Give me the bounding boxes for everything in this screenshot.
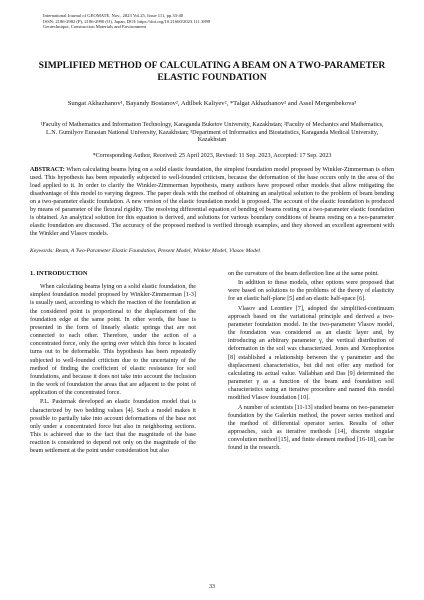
paragraph: Vlasov and Leontiev [7], adopted the simplified-continuum approach based on the variational principle and derived a two-parameter foundation model. In the two-parameter Vlasov model, the foundation was considered as an elastic layer and, by introducing an arbitrary parameter γ, the vertical distribution of deformation in the soil was characterized. Jones and Xenophontos [8] established a relationship between the γ parameter and the displacement characteristics, but did not offer any method for calculating its actual value. Vallabhan and Das [9] determined the parameter γ as a function of the beam and foundation soil characteristics using an iterative procedure and named this model modified Vlasov foundation [10]. [228,305,394,402]
paragraph: on the curvature of the beam deflection line at the same point. [228,271,379,277]
journal-issn-doi: ISSN: 2186-2982 (P), 2186-2990 (O), Japan, DOI: https://doi.org/10.21660/2023.111.3898 [43,18,211,24]
paragraph: P.L. Pasternak developed an elastic foundation model that is characterized by two bedding values [4]. Such a model makes it possible to partially take into account deformations of the base not only under a concentrated force but also in neighboring sections. This is achieved due to the fact that the magnitude of the base reaction is considered to depend not only on the magnitude of the beam settlement at the point under consideration but also [30,399,196,455]
abstract-text: When calculating beams lying on a solid elastic foundation, the simplest foundation model proposed by Winkler-Zimmerman is often used. This hypothesis has been repeatedly subjected to well-founded criticism, because the deformation of the base occurs only in the area of the load applied to it. In order to clarify the Winkler-Zimmerman hypothesis, many authors have proposed other models that allow mitigating the disadvantage of this model to varying degrees. The paper deals with the method of obtaining an analytical solution to the problem of beam bending on a two-parameter elastic foundation. A new version of the elastic foundation model is proposed. The account of the elastic foundation is produced by means of parameter of the flexural rigidity. The resolving differential equation of bending of beams resting on a two-parameter elastic foundation is obtained. An analytical solution for this equation is derived, and solutions for various boundary conditions of beams resting on a two-parameter elastic foundation are discussed. The accuracy of the proposed method is verified through examples, and they showed an excellent agreement with the Winkler and Vlasov models. [30,167,394,237]
paragraph: When calculating beams lying on a solid elastic foundation, the simplest foundation model proposed by Winkler-Zimmerman [1-3] is usually used, according to which the reaction of the foundation at the considered point is proportional to the displacement of the foundation edge at the same point. In other words, the base is presented in the form of linearly elastic springs that are not connected to each other. Therefore, under the action of a concentrated force, only the spring over which this force is located turns out to be deformable. This hypothesis has been repeatedly subjected to well-founded criticism due to the uncertainty of the method of finding the coefficient of elastic resistance for soil foundations, and because it does not take into account the inclusion in the work of foundation the areas that are adjacent to the point of application of the concentrated force. [30,284,196,397]
journal-citation: International Journal of GEOMATE, Nov., 2023 Vol.25, Issue 111, pp.33-40 [43,13,184,18]
keywords: Keywords: Beam, A Two-Parameter Elastic Foundation, Present Model, Winkler Model, Vlasov Model [30,248,260,254]
abstract [30,167,394,239]
paragraph: In addition to these models, other options were proposed that were based on solutions to the problems of the theory of elasticity for an elastic half-plane [5] and an elastic half-space [6]. [228,280,394,303]
author-list: Sungat Akhazhanov¹, Bayandy Bostanov², Adilbek Kaliyev², *Talgat Akhazhanov² and Assel Mergenbekova³ [67,100,357,107]
correspondence-dates: *Corresponding Author, Received: 25 April 2023, Revised: 11 Sep. 2023, Accepted: 17 Sep. 2023 [92,153,332,159]
affiliations: ¹Faculty of Mathematics and Information Technology, Karaganda Buketov University, Kazakhstan; ²Faculty of Mechanics and Mathematics, L.N. Gumilyov Eurasian National University, Kazakhstan; ³Department of Informatics and Biostatistics, Karaganda Medical University, Kazakhstan [40,122,384,144]
section-heading-introduction: 1. INTRODUCTION [30,270,88,277]
right-column [228,270,394,453]
abstract-label: ABSTRACT: [30,167,65,173]
paragraph: A number of scientists [11-13] studied beams on two-parameter foundation by the Galerkin method, the power series method and the method of differential operator series. Results of other approaches, such as iterative methods [14], discrete singular convolution method [15], and finite element method [16-18], can be found in the research. [228,404,395,452]
left-column [30,270,196,456]
paper-title: SIMPLIFIED METHOD OF CALCULATING A BEAM ON A TWO-PARAMETER ELASTIC FOUNDATION [38,60,386,83]
journal-header [43,13,210,30]
journal-section: Geotechnique, Construction Materials and Environment [43,24,146,29]
page-number: 33 [208,584,216,590]
